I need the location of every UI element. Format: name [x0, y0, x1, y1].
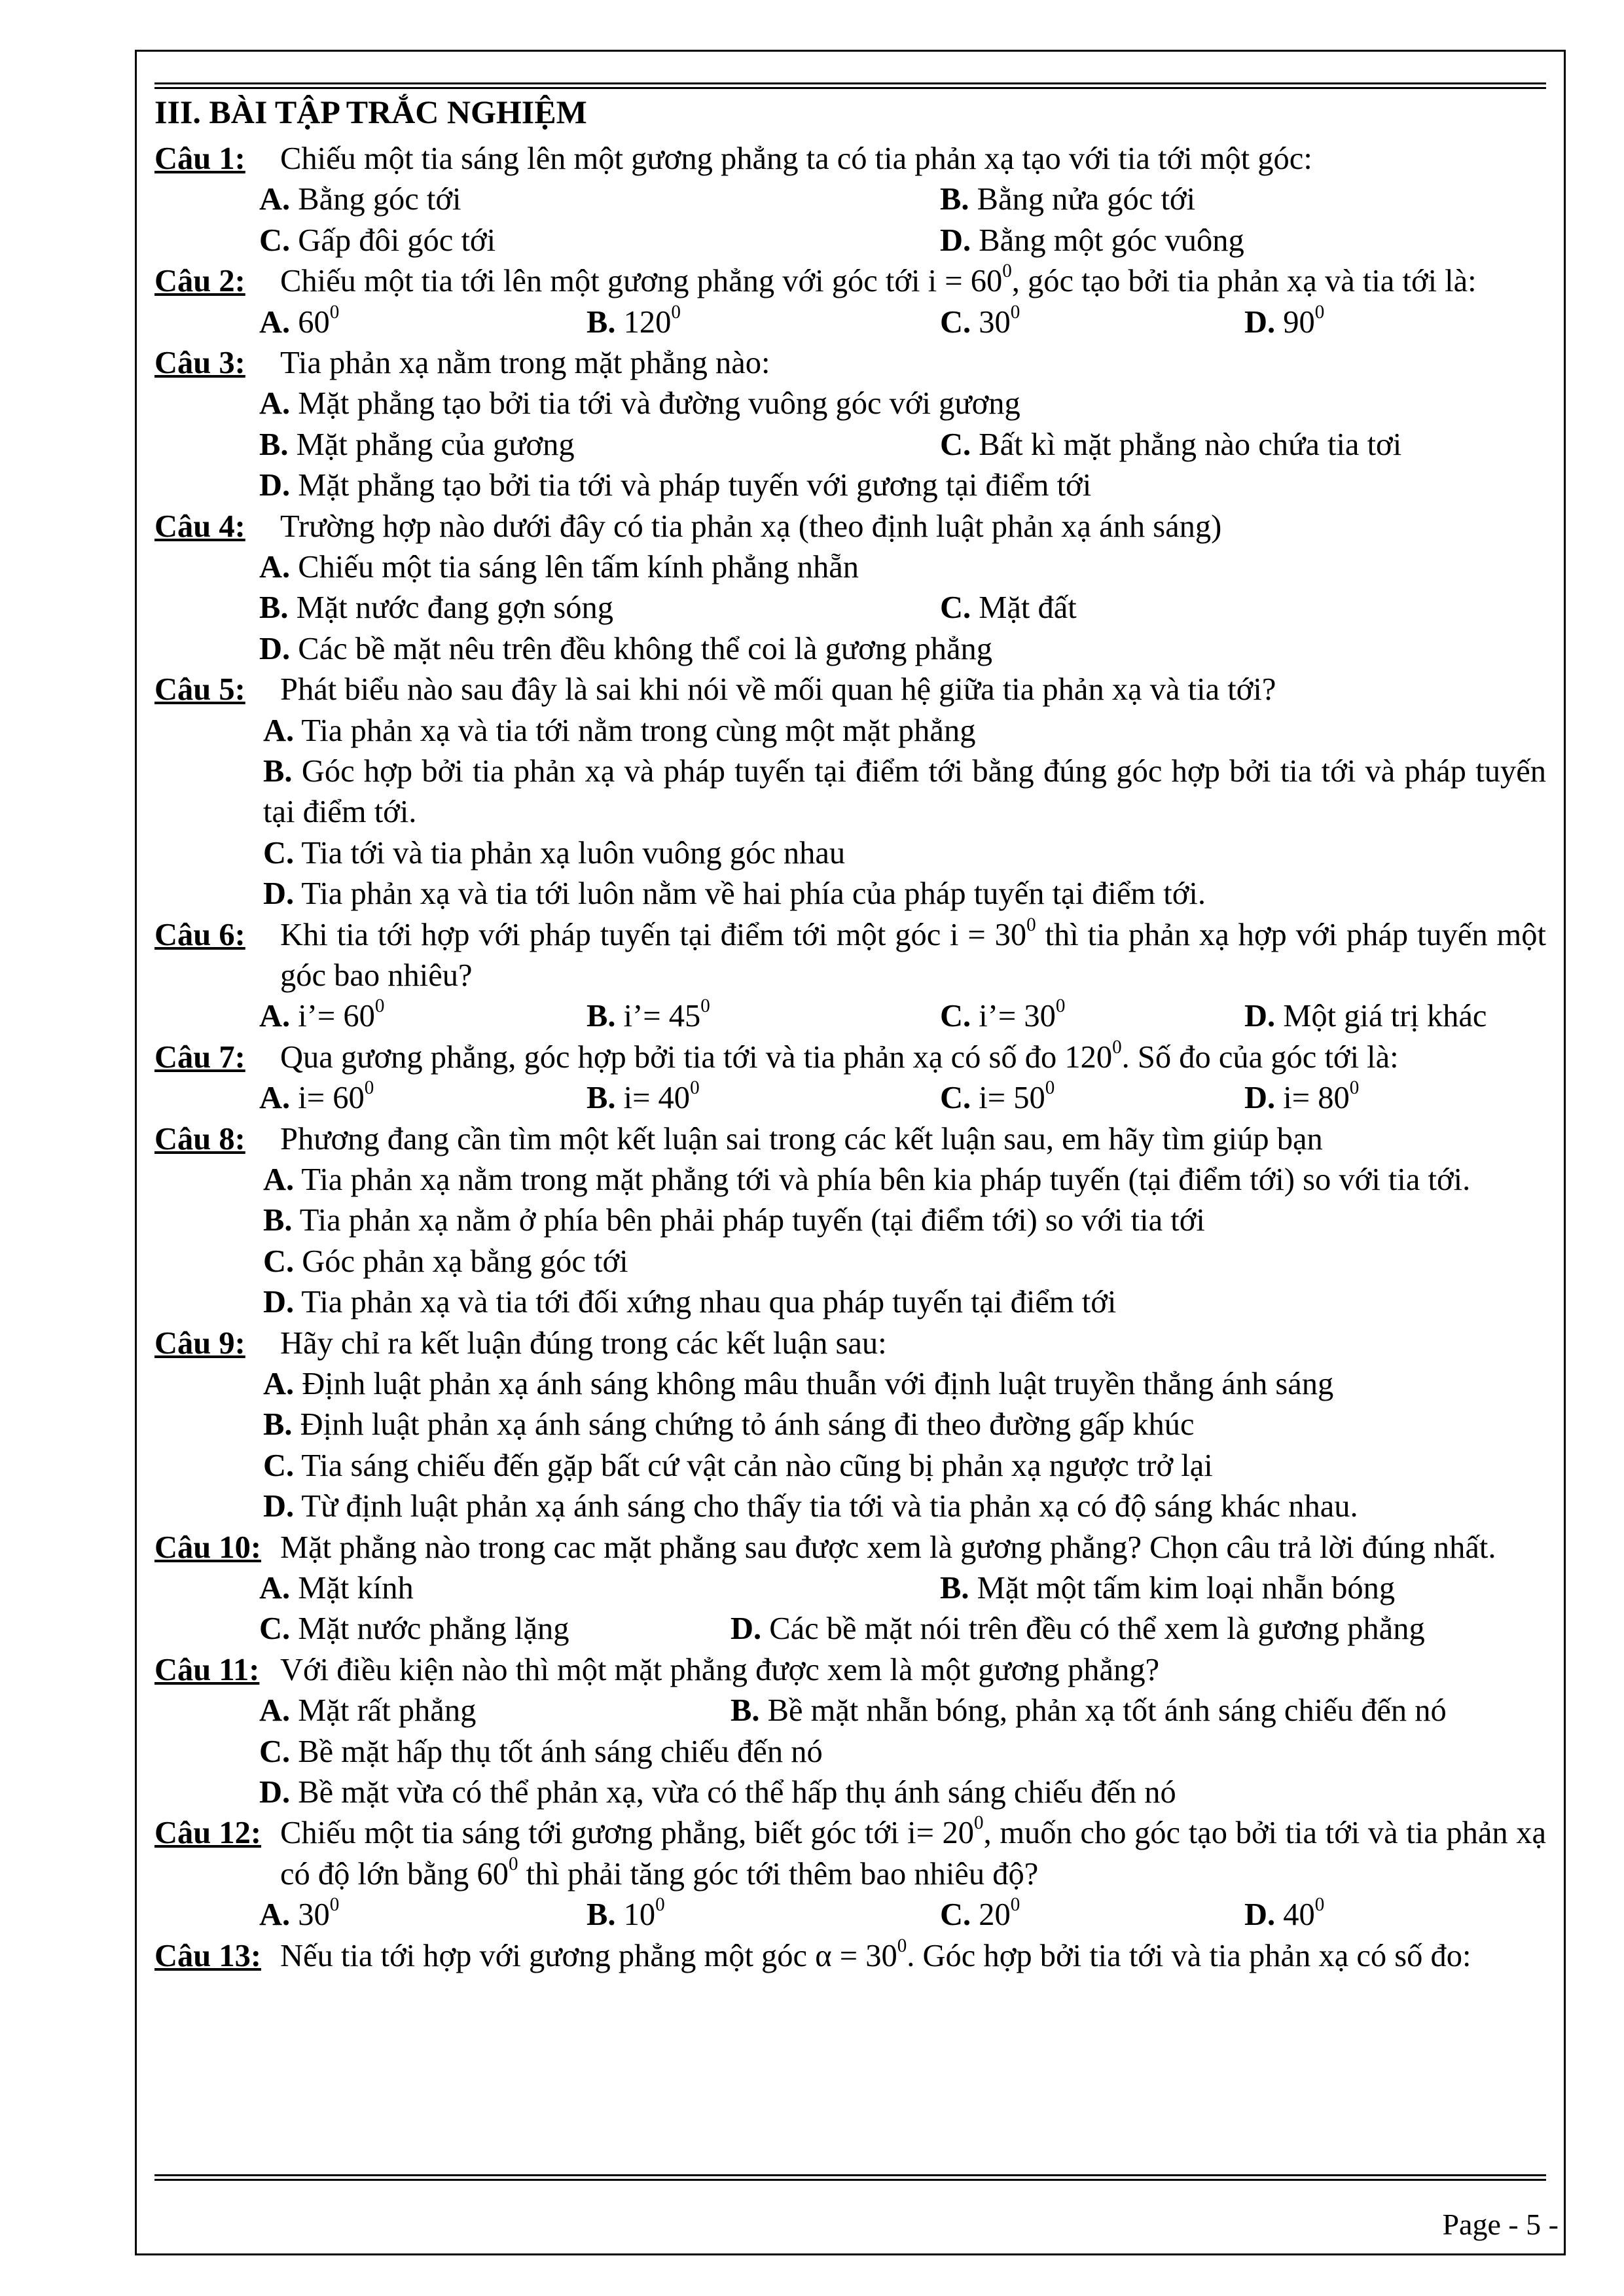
option-b: B. Tia phản xạ nằm ở phía bên phải pháp tuyến (tại điểm tới) so với tia tới [263, 1203, 1205, 1238]
option-a: A. $i= 60^0$ [259, 1077, 374, 1116]
option-a: A. $30^0$ [259, 1894, 340, 1933]
option-c: C. Mặt nước phẳng lặng [259, 1611, 569, 1647]
question-text: Chiếu một tia sáng lên một gương phẳng ta có tia phản xạ tạo với tia tới một góc: [280, 141, 1312, 176]
top-rule [154, 82, 1546, 89]
option-b: B. Mặt nước đang gợn sóng [259, 590, 613, 626]
question-10: Câu 10: Mặt phẳng nào trong cac mặt phẳng sau được xem là gương phẳng? Chọn câu trả lời đúng nhất. [154, 1528, 1546, 1568]
question-label: Câu 1: [154, 141, 245, 176]
question-1 [154, 139, 1546, 179]
question-4: Câu 4: Trường hợp nào dưới đây có tia phản xạ (theo định luật phản xạ ánh sáng) [154, 507, 1546, 547]
option-row [154, 1772, 1546, 1813]
option-d: D. Bằng một góc vuông [940, 223, 1244, 258]
option-row [154, 384, 1546, 424]
option-b: B. Mặt một tấm kim loại nhẵn bóng [940, 1571, 1396, 1606]
question-7: Câu 7: Qua gương phẳng, góc hợp bởi tia tới và tia phản xạ có số đo $120^0$. Số đo của góc tới là: [154, 1037, 1546, 1078]
section-title: III. BÀI TẬP TRẮC NGHIỆM [154, 94, 587, 130]
question-6: Câu 6: Khi tia tới hợp với pháp tuyến tại điểm tới một góc $i = 30^0$ thì tia phản xạ hợp với pháp tuyến một góc bao nhiêu? [154, 914, 1546, 993]
question-label: Câu 13: [154, 1938, 262, 1973]
option-a: A. Tia phản xạ và tia tới nằm trong cùng một mặt phẳng [263, 713, 976, 748]
question-label: Câu 5: [154, 672, 245, 708]
question-12: Câu 12: Chiếu một tia sáng tới gương phẳng, biết góc tới $i= 20^0$, muốn cho góc tạo bởi tia tới và tia phản xạ có độ lớn bằng $60^0$ thì phải tăng góc tới thêm bao nhiêu độ? [154, 1812, 1546, 1892]
option-a: A. i’= $60^0$ [259, 996, 385, 1034]
question-11: Câu 11: Với điều kiện nào thì một mặt phẳng được xem là một gương phẳng? [154, 1650, 1546, 1691]
option-a: A. Bằng góc tới [259, 182, 461, 217]
option-row [154, 588, 1546, 628]
option-c: C. Tia sáng chiếu đến gặp bất cứ vật cản nào cũng bị phản xạ ngược trở lại [263, 1448, 1213, 1483]
option-a: A. Mặt kính [259, 1571, 414, 1606]
option-b: B. $i= 40^0$ [586, 1077, 700, 1116]
option-a: A. Mặt rất phẳng [259, 1693, 477, 1729]
option-b: B. $120^0$ [586, 301, 681, 340]
option-c: C. Tia tới và tia phản xạ luôn vuông góc nhau [263, 835, 846, 870]
option-d: D. Tia phản xạ và tia tới luôn nằm về hai phía của pháp tuyến tại điểm tới. [263, 876, 1206, 912]
question-label: Câu 8: [154, 1121, 245, 1157]
option-d: D. Một giá trị khác [1244, 999, 1487, 1034]
question-label: Câu 6: [154, 917, 245, 952]
question-3: Câu 3: Tia phản xạ nằm trong mặt phẳng nào: [154, 343, 1546, 384]
question-label: Câu 3: [154, 345, 245, 380]
page-number: Page - 5 - [1442, 2208, 1559, 2241]
question-label: Câu 2: [154, 264, 245, 299]
question-2: Câu 2: Chiếu một tia tới lên một gương phẳng với góc tới $i = 60^0$, góc tạo bởi tia phản xạ và tia tới là: [154, 261, 1546, 302]
option-row [154, 1568, 1546, 1609]
question-label: Câu 9: [154, 1325, 245, 1361]
question-13: Câu 13: Nếu tia tới hợp với gương phẳng một góc $\alpha = 30^0$. Góc hợp bởi tia tới và tia phản xạ có số đo: [154, 1936, 1546, 1977]
quiz-content [154, 89, 1546, 1977]
option-d: D. $90^0$ [1244, 301, 1325, 340]
option-d: D. Mặt phẳng tạo bởi tia tới và pháp tuyến với gương tại điểm tới [259, 468, 1092, 503]
option-c: C. Góc phản xạ bằng góc tới [263, 1244, 628, 1279]
option-row [154, 1078, 1546, 1119]
option-row [154, 1609, 1546, 1649]
option-d: D. $i= 80^0$ [1244, 1077, 1360, 1116]
option-c: C. Gấp đôi góc tới [259, 223, 496, 258]
option-b: B. Mặt phẳng của gương [259, 427, 575, 462]
option-a: A. Mặt phẳng tạo bởi tia tới và đường vuông góc với gương [259, 386, 1020, 422]
option-a: A. $60^0$ [259, 301, 340, 340]
option-row [154, 547, 1546, 588]
option-b: B. $10^0$ [586, 1894, 665, 1933]
question-label: Câu 10: [154, 1530, 262, 1565]
question-label: Câu 11: [154, 1652, 260, 1687]
option-b: B. i’= $45^0$ [586, 996, 710, 1034]
option-row [154, 302, 1546, 343]
option-a: A. Tia phản xạ nằm trong mặt phẳng tới và phía bên kia pháp tuyến (tại điểm tới) so với tia tới. [263, 1162, 1471, 1197]
option-c: C. $20^0$ [940, 1894, 1020, 1933]
option-row [154, 179, 1546, 220]
bottom-rule [154, 2174, 1546, 2181]
option-d: D. Tia phản xạ và tia tới đối xứng nhau qua pháp tuyến tại điểm tới [263, 1285, 1117, 1320]
question-8: Câu 8: Phương đang cần tìm một kết luận sai trong các kết luận sau, em hãy tìm giúp bạn [154, 1119, 1546, 1160]
question-9: Câu 9: Hãy chỉ ra kết luận đúng trong các kết luận sau: [154, 1323, 1546, 1364]
option-row [154, 1691, 1546, 1731]
option-row [154, 465, 1546, 506]
option-row [154, 425, 1546, 465]
option-b: B. Góc hợp bởi tia phản xạ và pháp tuyến tại điểm tới bằng đúng góc hợp bởi tia tới và pháp tuyến tại điểm tới. [263, 753, 1547, 830]
option-d: D. $40^0$ [1244, 1894, 1325, 1933]
option-a: A. Định luật phản xạ ánh sáng không mâu thuẫn với định luật truyền thẳng ánh sáng [263, 1367, 1334, 1402]
option-b: B. Bằng nửa góc tới [940, 182, 1196, 217]
option-d: D. Các bề mặt nói trên đều có thể xem là gương phẳng [731, 1611, 1425, 1647]
option-row [154, 1895, 1546, 1935]
option-b: B. Bề mặt nhẵn bóng, phản xạ tốt ánh sáng chiếu đến nó [731, 1693, 1447, 1729]
option-c: C. Mặt đất [940, 590, 1077, 626]
option-d: D. Từ định luật phản xạ ánh sáng cho thấy tia tới và tia phản xạ có độ sáng khác nhau. [263, 1489, 1358, 1524]
option-row [154, 996, 1546, 1037]
option-row [154, 221, 1546, 261]
option-c: C. Bề mặt hấp thụ tốt ánh sáng chiếu đến nó [259, 1734, 823, 1769]
option-b: B. Định luật phản xạ ánh sáng chứng tỏ ánh sáng đi theo đường gấp khúc [263, 1407, 1195, 1443]
option-a: A. Chiếu một tia sáng lên tấm kính phẳng nhẵn [259, 549, 859, 584]
option-row [154, 629, 1546, 670]
option-c: C. Bất kì mặt phẳng nào chứa tia tơi [940, 427, 1402, 462]
option-c: C. i’= $30^0$ [940, 996, 1066, 1034]
option-d: D. Các bề mặt nêu trên đều không thể coi là gương phẳng [259, 631, 992, 666]
option-c: C. $30^0$ [940, 301, 1020, 340]
question-5: Câu 5: Phát biểu nào sau đây là sai khi nói về mối quan hệ giữa tia phản xạ và tia tới? [154, 670, 1546, 710]
option-c: C. $i= 50^0$ [940, 1077, 1055, 1116]
option-d: D. Bề mặt vừa có thể phản xạ, vừa có thể hấp thụ ánh sáng chiếu đến nó [259, 1775, 1176, 1810]
question-label: Câu 4: [154, 509, 245, 544]
question-label: Câu 12: [154, 1816, 262, 1851]
question-label: Câu 7: [154, 1039, 245, 1075]
option-row [154, 1732, 1546, 1772]
